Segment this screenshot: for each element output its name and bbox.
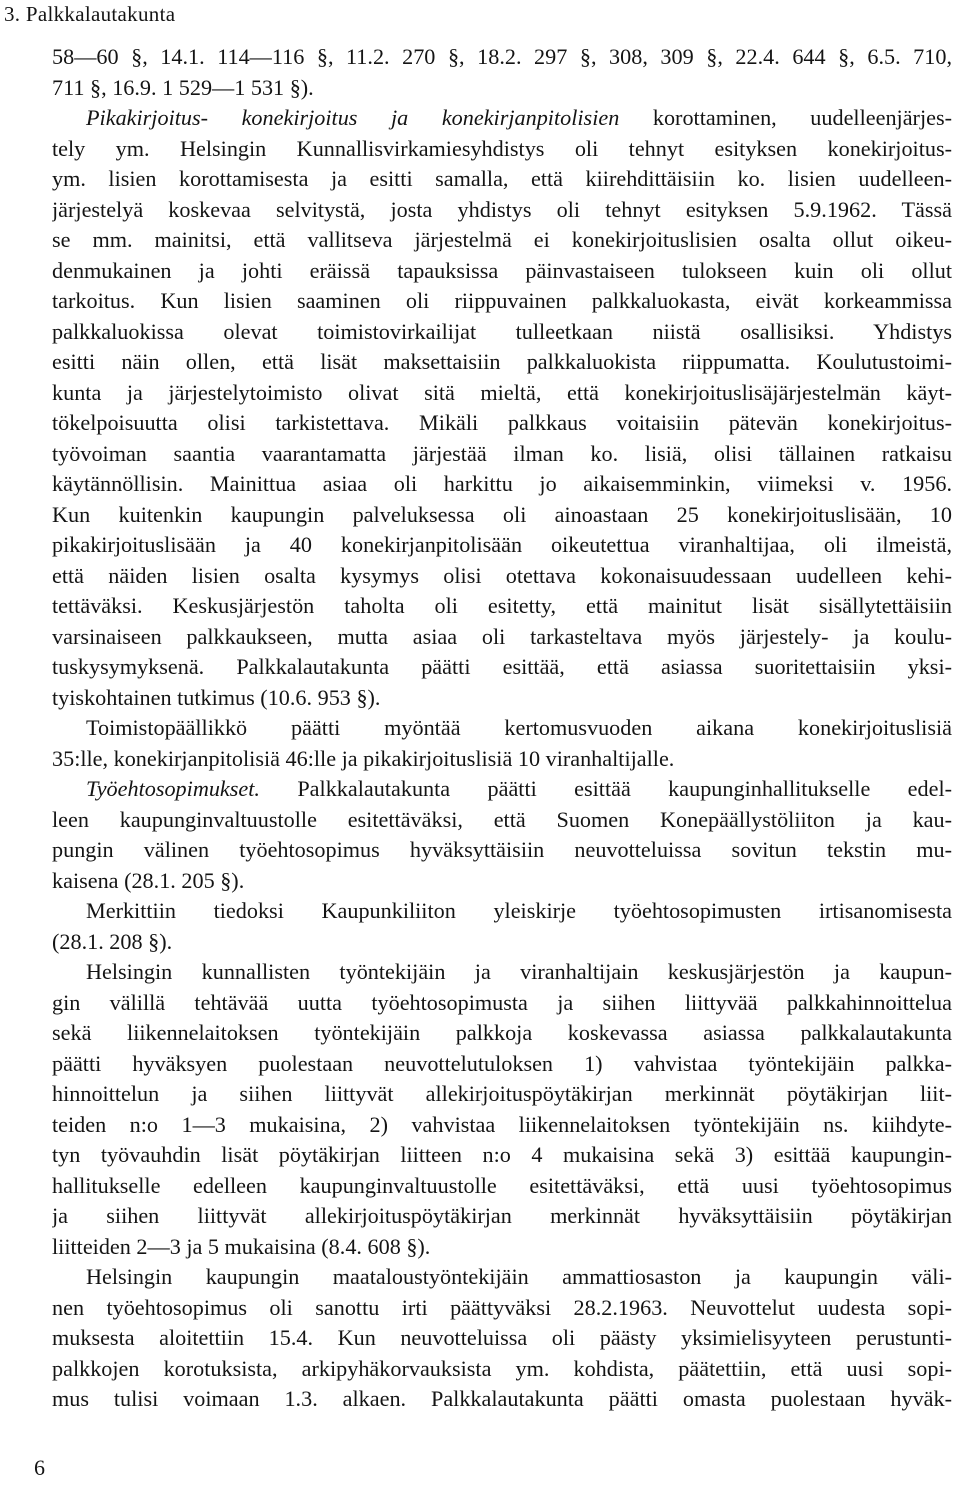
text-line — [52, 286, 952, 317]
text-line — [52, 652, 952, 683]
line-text: työvoiman saantia vaarantamatta järjestää ilman ko. lisiä, olisi tällainen ratkaisu — [52, 440, 952, 466]
line-text: ym. lisien korottamisesta ja esitti samalla, että kiirehdittäisiin ko. lisien uudelleen- — [52, 166, 952, 191]
text-line — [52, 805, 952, 836]
text-line — [52, 835, 952, 866]
line-text: Merkittiin tiedoksi Kaupunkiliiton yleiskirje työehtosopimusten irtisanomisesta — [86, 898, 952, 923]
text-line — [52, 1018, 952, 1049]
text-line — [52, 744, 952, 775]
text-line — [52, 713, 952, 744]
line-text: tyn työvauhdin lisät pöytäkirjan liitteen n:o 4 mukaisina sekä 3) esittää kaupungin- — [52, 1142, 952, 1167]
text-line — [52, 1140, 952, 1171]
line-text: ja siihen liittyvät allekirjoituspöytäkirjan merkinnät hyväksyttäisiin pöytäkirjan — [52, 1203, 952, 1228]
text-line — [52, 1384, 952, 1415]
text-line — [52, 195, 952, 226]
line-text: mus tulisi voimaan 1.3. alkaen. Palkkalautakunta päätti omasta puolestaan hyväk- — [52, 1386, 952, 1411]
line-text: gin välillä tehtävää uutta työehtosopimusta ja siihen liittyvää palkkahinnoittelua — [52, 989, 952, 1015]
text-line — [52, 1262, 952, 1293]
text-line — [52, 927, 952, 958]
line-text: 35:lle, konekirjanpitolisiä 46:lle ja pikakirjoituslisiä 10 viranhaltijalle. — [52, 745, 675, 771]
line-text: denmukainen ja johti eräissä tapauksissa päinvastaiseen tulokseen kuin oli ollut — [52, 257, 952, 283]
text-line — [52, 73, 952, 104]
text-line — [52, 1201, 952, 1232]
text-line — [52, 317, 952, 348]
text-line — [52, 256, 952, 287]
line-text: muksesta aloitettiin 15.4. Kun neuvotteluissa oli päästy yksimielisyyteen perustunti- — [52, 1325, 952, 1350]
line-text: korottaminen, uudelleenjärjes- — [619, 105, 952, 130]
text-line — [52, 591, 952, 622]
text-line — [52, 988, 952, 1019]
text-line — [52, 561, 952, 592]
text-line — [52, 1110, 952, 1141]
line-text: leen kaupunginvaltuustolle esitettäväksi, että Suomen Konepäällystöliiton ja kau- — [52, 806, 952, 832]
line-text: kunta ja järjestelytoimisto olivat sitä mieltä, että konekirjoituslisäjärjestelmän käyt- — [52, 379, 952, 405]
text-line — [52, 1293, 952, 1324]
text-line — [52, 408, 952, 439]
line-text: 58—60 §, 14.1. 114—116 §, 11.2. 270 §, 18.2. 297 §, 308, 309 §, 22.4. 644 §, 6.5. 710, — [52, 44, 952, 69]
line-text: tettäväksi. Keskusjärjestön taholta oli esitetty, että mainitut lisät sisällytettäisiin — [52, 593, 952, 618]
line-text: kaisena (28.1. 205 §). — [52, 867, 245, 893]
text-line — [52, 1079, 952, 1110]
italic-heading: Työehtosopimukset. — [86, 776, 260, 801]
line-text: Kun kuitenkin kaupungin palveluksessa oli ainoastaan 25 konekirjoituslisään, 10 — [52, 501, 952, 527]
line-text: tely ym. Helsingin Kunnallisvirkamiesyhdistys oli tehnyt esityksen konekirjoitus- — [52, 135, 952, 161]
text-line — [52, 1171, 952, 1202]
text-line — [52, 500, 952, 531]
text-line — [52, 1354, 952, 1385]
line-text: tarkoitus. Kun lisien saaminen oli riippuvainen palkkaluokasta, eivät korkeammissa — [52, 288, 952, 313]
line-text: liitteiden 2—3 ja 5 mukaisina (8.4. 608 §). — [52, 1233, 431, 1259]
text-line — [52, 530, 952, 561]
line-text: Helsingin kunnallisten työntekijäin ja viranhaltijain keskusjärjestön ja kaupun- — [86, 959, 952, 984]
text-line — [52, 1049, 952, 1080]
line-text: sekä liikennelaitoksen työntekijäin palkkoja koskevassa asiassa palkkalautakunta — [52, 1020, 952, 1045]
text-line — [52, 134, 952, 165]
line-text: Toimistopäällikkö päätti myöntää kertomusvuoden aikana konekirjoituslisiä — [86, 715, 952, 740]
body-text — [52, 42, 952, 1415]
text-line — [52, 622, 952, 653]
text-line — [52, 1323, 952, 1354]
line-text: Palkkalautakunta päätti esittää kaupunginhallitukselle edel- — [259, 776, 952, 801]
text-line — [52, 866, 952, 897]
text-line — [52, 1232, 952, 1263]
running-header: 3. Palkkalautakunta — [4, 2, 176, 26]
line-text: varsinaiseen palkkaukseen, mutta asiaa oli tarkasteltava myös järjestely- ja koulu- — [52, 623, 952, 649]
line-text: Helsingin kaupungin maataloustyöntekijäin ammattiosaston ja kaupungin väli- — [86, 1264, 952, 1289]
line-text: palkkaluokissa olevat toimistovirkailijat tulleetkaan niistä osallisiksi. Yhdistys — [52, 318, 952, 344]
line-text: (28.1. 208 §). — [52, 928, 173, 954]
text-line — [52, 957, 952, 988]
text-line — [52, 469, 952, 500]
line-text: nen työehtosopimus oli sanottu irti päättyväksi 28.2.1963. Neuvottelut uudesta sopi- — [52, 1294, 952, 1320]
line-text: hinnoittelun ja siihen liittyvät allekirjoituspöytäkirjan merkinnät pöytäkirjan liit- — [52, 1081, 952, 1106]
line-text: järjestelyä koskevaa selvitystä, josta yhdistys oli tehnyt esityksen 5.9.1962. Tässä — [52, 196, 952, 222]
line-text: tuskysymyksenä. Palkkalautakunta päätti esittää, että asiassa suoritettaisiin yksi- — [52, 654, 952, 679]
italic-heading: Pikakirjoitus- konekirjoitus ja konekirjanpitolisien — [86, 105, 620, 130]
line-text: hallitukselle edelleen kaupunginvaltuustolle esitettäväksi, että uusi työehtosopimus — [52, 1172, 952, 1198]
text-line — [52, 378, 952, 409]
line-text: 711 §, 16.9. 1 529—1 531 §). — [52, 74, 314, 100]
text-line — [52, 896, 952, 927]
line-text: esitti näin ollen, että lisät maksettaisiin palkkaluokista riippumatta. Koulutustoimi- — [52, 349, 952, 374]
line-text: käytännöllisin. Mainittua asiaa oli harkittu jo aikaisemminkin, viimeksi v. 1956. — [52, 471, 952, 496]
text-line — [52, 42, 952, 73]
line-text: teiden n:o 1—3 mukaisina, 2) vahvistaa liikennelaitoksen työntekijäin ns. kiihdyte- — [52, 1111, 952, 1137]
text-line — [52, 774, 952, 805]
line-text: tyiskohtainen tutkimus (10.6. 953 §). — [52, 684, 381, 710]
text-line — [52, 225, 952, 256]
line-text: pungin välinen työehtosopimus hyväksyttäisiin neuvotteluissa sovitun tekstin mu- — [52, 837, 952, 862]
line-text: pikakirjoituslisään ja 40 konekirjanpitolisään oikeutettua viranhaltijaa, oli ilmeistä, — [52, 532, 952, 557]
page-number: 6 — [34, 1455, 45, 1480]
line-text: se mm. mainitsi, että vallitseva järjestelmä ei konekirjoituslisien osalta ollut oikeu- — [52, 227, 952, 252]
line-text: tökelpoisuutta olisi tarkistettava. Mikäli palkkaus voitaisiin pätevän konekirjoitus- — [52, 410, 952, 435]
text-line — [52, 347, 952, 378]
line-text: päätti hyväksyen puolestaan neuvottelutuloksen 1) vahvistaa työntekijäin palkka- — [52, 1050, 952, 1076]
line-text: että näiden lisien osalta kysymys olisi otettava kokonaisuudessaan uudelleen kehi- — [52, 562, 952, 588]
text-line — [52, 439, 952, 470]
text-line — [52, 164, 952, 195]
text-line — [52, 103, 952, 134]
line-text: palkkojen korotuksista, arkipyhäkorvauksista ym. kohdista, päätettiin, että uusi sopi- — [52, 1355, 952, 1381]
text-line — [52, 683, 952, 714]
